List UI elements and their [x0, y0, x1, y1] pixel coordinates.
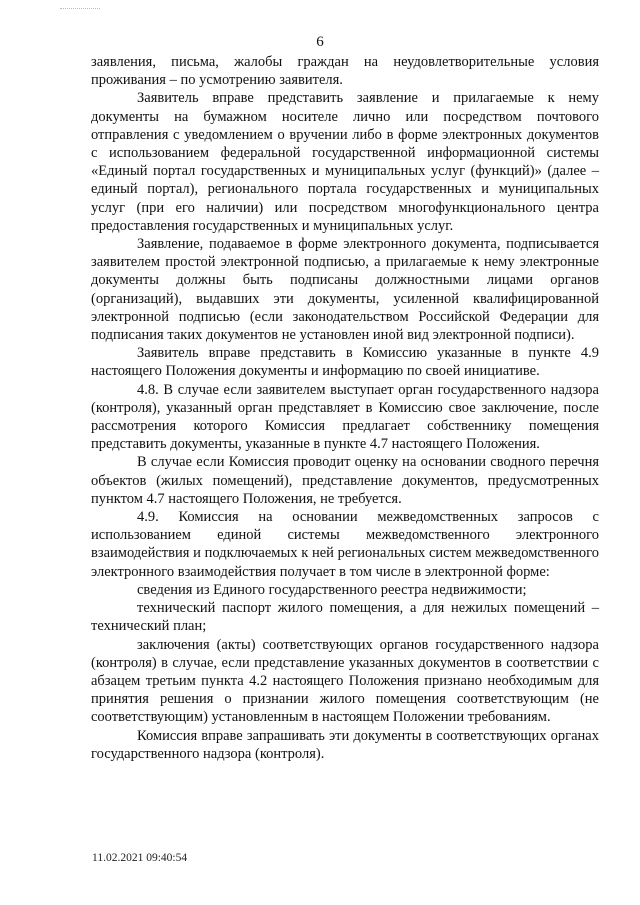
paragraph: заявления, письма, жалобы граждан на неудовлетворительные условия проживания – по усмотрению заявителя. [91, 54, 599, 89]
paragraph: Заявитель вправе представить заявление и прилагаемые к нему документы на бумажном носителе лично или посредством почтового отправления с уведомлением о вручении либо в форме электронных документов с использованием федеральной государственной информационной системы «Единый портал государственных и муниципальных услуг (функций)» (далее – единый портал), регионального портала государственных и муниципальных услуг (при его наличии) или посредством многофункционального центра предоставления государственных и муниципальных услуг. [91, 90, 599, 234]
paragraph: 4.8. В случае если заявителем выступает орган государственного надзора (контроля), указанный орган представляет в Комиссию свое заключение, после рассмотрения которого Комиссия предлагает собственнику помещения представить документы, указанные в пункте 4.7 настоящего Положения. [91, 381, 599, 453]
paragraph: 4.9. Комиссия на основании межведомственных запросов с использованием единой системы межведомственного электронного взаимодействия и подключаемых к ней региональных систем межведомственного электронного взаимодействия получает в том числе в электронной форме: [91, 509, 599, 580]
paragraph: Заявитель вправе представить в Комиссию указанные в пункте 4.9 настоящего Положения документы и информацию по своей инициативе. [91, 345, 599, 380]
paragraph: сведения из Единого государственного реестра недвижимости; [137, 581, 527, 598]
document-body [91, 53, 599, 763]
paragraph: Комиссия вправе запрашивать эти документы в соответствующих органах государственного надзора (контроля). [91, 727, 599, 762]
paragraph: В случае если Комиссия проводит оценку на основании сводного перечня объектов (жилых помещений), представление документов, предусмотренных пунктом 4.7 настоящего Положения, не требуется. [91, 454, 599, 507]
paragraph: технический паспорт жилого помещения, а для нежилых помещений – технический план; [91, 600, 599, 635]
scan-mark [60, 8, 100, 10]
paragraph: заключения (акты) соответствующих органов государственного надзора (контроля) в случае, если представление указанных документов в соответствии с абзацем третьим пункта 4.2 настоящего Положения признано необходимым для принятия решения о признании жилого помещения соответствующим (не соответствующим) установленным в настоящем Положении требованиям. [91, 636, 599, 726]
paragraph: Заявление, подаваемое в форме электронного документа, подписывается заявителем простой электронной подписью, а прилагаемые к нему электронные документы должны быть подписаны должностными лицами органов (организаций), выдавших эти документы, усиленной квалифицированной электронной подписью (если законодательством Российской Федерации для подписания таких документов не установлен иной вид электронной подписи). [91, 236, 599, 344]
footer-timestamp: 11.02.2021 09:40:54 [92, 852, 188, 864]
page-number: 6 [316, 34, 324, 50]
